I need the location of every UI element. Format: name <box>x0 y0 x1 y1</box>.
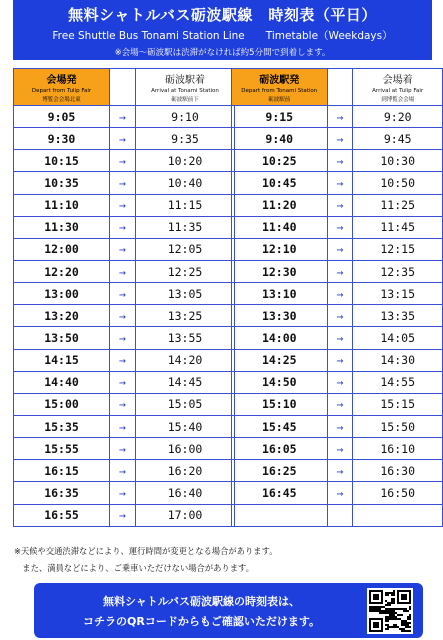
timetable-row <box>14 172 235 194</box>
timetable-row <box>232 371 443 393</box>
departure-time: 10:35 <box>14 172 110 194</box>
depart-label: 砺波駅発 <box>259 75 300 86</box>
departure-time: 9:15 <box>232 106 328 128</box>
arrival-time: 15:05 <box>136 393 235 415</box>
arrive-en-label: Arrival at Tulip Fair <box>372 88 424 94</box>
arrow-header <box>110 69 136 106</box>
arrive-label: 砺波駅着 <box>165 75 205 86</box>
arrow-icon: → <box>110 260 136 282</box>
arrival-time: 15:15 <box>353 393 443 415</box>
depart-en-label: Depart from Tulip Fair <box>31 88 92 94</box>
timetable-row <box>232 238 443 260</box>
timetable-row <box>14 415 235 437</box>
arrival-time: 12:15 <box>353 238 443 260</box>
timetable-row <box>232 216 443 238</box>
arrival-time: 14:05 <box>353 327 443 349</box>
arrow-icon: → <box>327 349 353 371</box>
arrival-time: 9:10 <box>136 106 235 128</box>
travel-time-note: ※会場〜砺波駅は渋滞がなければ約5分間で到着します。 <box>114 48 331 58</box>
timetable-row <box>232 393 443 415</box>
banner-line: 無料シャトルバス砺波駅線の時刻表は、 <box>102 595 300 608</box>
arrival-time: 13:55 <box>136 327 235 349</box>
departure-time: 11:40 <box>232 216 328 238</box>
timetable-row <box>14 283 235 305</box>
arrive-header <box>353 69 443 106</box>
departure-time: 9:30 <box>14 128 110 150</box>
arrow-icon: → <box>110 216 136 238</box>
timetable-row <box>232 172 443 194</box>
departure-time: 14:25 <box>232 349 328 371</box>
departure-time: 13:20 <box>14 305 110 327</box>
arrival-time: 16:10 <box>353 438 443 460</box>
arrow-icon: → <box>327 327 353 349</box>
page-subtitle: Free Shuttle Bus Tonami Station Line Timetable（Weekdays） <box>52 30 393 42</box>
timetable-row <box>232 305 443 327</box>
timetable-row <box>14 106 235 128</box>
arrive-place-label: 到博覧会会場 <box>381 97 415 103</box>
arrow-header <box>327 69 353 106</box>
timetable-row <box>232 415 443 437</box>
arrival-time: 9:20 <box>353 106 443 128</box>
banner-text <box>64 592 339 632</box>
departure-time: 14:40 <box>14 371 110 393</box>
arrow-icon: → <box>327 260 353 282</box>
departure-time: 12:30 <box>232 260 328 282</box>
departure-time: 15:55 <box>14 438 110 460</box>
timetable-row <box>14 305 235 327</box>
departure-time: 10:15 <box>14 150 110 172</box>
arrow-icon: → <box>110 482 136 504</box>
arrow-icon: → <box>110 460 136 482</box>
arrow-icon: → <box>327 415 353 437</box>
arrive-place-label: 砺波駅前下 <box>171 97 199 103</box>
timetable-row <box>232 150 443 172</box>
arrow-icon: → <box>327 216 353 238</box>
timetable-row <box>232 283 443 305</box>
departure-time: 16:55 <box>14 504 110 526</box>
arrow-icon: → <box>110 371 136 393</box>
depart-header <box>232 69 328 106</box>
departure-time: 12:20 <box>14 260 110 282</box>
note-line: ※天候や交通渋滞などにより、運行時間が変更となる場合があります。 <box>14 546 278 556</box>
timetable-row <box>232 194 443 216</box>
departure-time: 12:10 <box>232 238 328 260</box>
arrow-icon: → <box>327 305 353 327</box>
arrival-time: 12:25 <box>136 260 235 282</box>
qr-banner <box>34 583 423 638</box>
arrival-time: 15:50 <box>353 415 443 437</box>
timetable-row <box>14 393 235 415</box>
timetable-row <box>232 128 443 150</box>
departure-time: 13:00 <box>14 283 110 305</box>
arrow-icon: → <box>110 393 136 415</box>
depart-header <box>14 69 110 106</box>
departure-time: 16:25 <box>232 460 328 482</box>
arrow-icon: → <box>110 172 136 194</box>
departure-time: 12:00 <box>14 238 110 260</box>
arrow-icon: → <box>327 106 353 128</box>
arrow-icon: → <box>110 504 136 526</box>
note-line: また、満員などにより、ご乗車いただけない場合があります。 <box>14 563 254 573</box>
departure-time: 16:05 <box>232 438 328 460</box>
departure-time: 15:00 <box>14 393 110 415</box>
departure-time: 14:00 <box>232 327 328 349</box>
arrow-icon: → <box>110 283 136 305</box>
arrival-time: 16:40 <box>136 482 235 504</box>
timetable-row <box>232 349 443 371</box>
timetable-row <box>14 238 235 260</box>
arrow-icon: → <box>327 438 353 460</box>
arrive-label: 会場着 <box>382 75 413 86</box>
timetable-row <box>14 349 235 371</box>
departure-time: 15:10 <box>232 393 328 415</box>
arrival-time: 12:05 <box>136 238 235 260</box>
departure-time: 16:15 <box>14 460 110 482</box>
timetable-row <box>14 194 235 216</box>
arrow-icon: → <box>110 327 136 349</box>
arrival-time: 13:15 <box>353 283 443 305</box>
departure-time: 9:05 <box>14 106 110 128</box>
arrival-time: 10:50 <box>353 172 443 194</box>
timetable-row <box>232 438 443 460</box>
arrow-icon: → <box>110 349 136 371</box>
timetable-row <box>14 371 235 393</box>
timetable-row <box>232 327 443 349</box>
arrival-time: 11:15 <box>136 194 235 216</box>
timetable-row <box>14 128 235 150</box>
arrival-time: 16:00 <box>136 438 235 460</box>
timetable-row <box>14 438 235 460</box>
arrival-time: 10:40 <box>136 172 235 194</box>
station-to-venue-table <box>231 68 443 527</box>
arrow-icon: → <box>110 305 136 327</box>
arrival-time: 14:30 <box>353 349 443 371</box>
timetable-row <box>14 460 235 482</box>
arrival-time: 17:00 <box>136 504 235 526</box>
arrow-icon: → <box>327 128 353 150</box>
arrow-icon: → <box>110 128 136 150</box>
departure-time: 14:15 <box>14 349 110 371</box>
departure-time: 11:30 <box>14 216 110 238</box>
arrow-icon: → <box>110 106 136 128</box>
table-header-row <box>14 69 235 106</box>
arrival-time: 9:45 <box>353 128 443 150</box>
departure-time: 15:35 <box>14 415 110 437</box>
arrow-icon: → <box>110 194 136 216</box>
timetable-row <box>14 216 235 238</box>
arrow-icon: → <box>327 371 353 393</box>
departure-time: 15:45 <box>232 415 328 437</box>
table-header-row <box>232 69 443 106</box>
venue-to-station-table <box>13 68 235 527</box>
arrival-time: 13:35 <box>353 305 443 327</box>
timetable-row <box>232 504 443 526</box>
arrival-time: 10:30 <box>353 150 443 172</box>
timetable-row <box>232 460 443 482</box>
arrow-icon: → <box>327 194 353 216</box>
timetable-row <box>14 504 235 526</box>
timetable-row <box>14 327 235 349</box>
timetable-row <box>14 260 235 282</box>
arrow-icon: → <box>327 283 353 305</box>
arrival-time <box>353 504 443 526</box>
page-header <box>13 0 432 60</box>
timetable-row <box>232 106 443 128</box>
departure-time: 13:30 <box>232 305 328 327</box>
arrival-time: 13:05 <box>136 283 235 305</box>
arrow-icon <box>327 504 353 526</box>
departure-time: 14:50 <box>232 371 328 393</box>
banner-line: コチラのQRコードからもご確認いただけます。 <box>83 615 320 628</box>
departure-time: 13:10 <box>232 283 328 305</box>
arrival-time: 16:20 <box>136 460 235 482</box>
qr-code-icon[interactable] <box>367 588 413 634</box>
arrival-time: 11:25 <box>353 194 443 216</box>
departure-time: 10:45 <box>232 172 328 194</box>
arrow-icon: → <box>110 238 136 260</box>
arrival-time: 14:20 <box>136 349 235 371</box>
timetable-row <box>232 260 443 282</box>
arrival-time: 10:20 <box>136 150 235 172</box>
arrow-icon: → <box>327 393 353 415</box>
notes <box>14 543 278 577</box>
arrival-time: 16:30 <box>353 460 443 482</box>
depart-place-label: 砺波駅前 <box>268 97 291 103</box>
depart-en-label: Depart from Tonami Station <box>241 88 318 94</box>
departure-time: 16:45 <box>232 482 328 504</box>
arrival-time: 16:50 <box>353 482 443 504</box>
timetable-row <box>14 482 235 504</box>
departure-time: 11:10 <box>14 194 110 216</box>
departure-time: 16:35 <box>14 482 110 504</box>
depart-place-label: 博覧会会場北東 <box>42 97 81 103</box>
arrow-icon: → <box>110 415 136 437</box>
arrival-time: 11:45 <box>353 216 443 238</box>
timetable-row <box>232 482 443 504</box>
arrive-header <box>136 69 235 106</box>
departure-time: 10:25 <box>232 150 328 172</box>
arrive-en-label: Arrival at Tonami Station <box>151 88 219 94</box>
arrival-time: 11:35 <box>136 216 235 238</box>
arrow-icon: → <box>327 172 353 194</box>
arrow-icon: → <box>327 482 353 504</box>
depart-label: 会場発 <box>46 75 77 86</box>
arrival-time: 13:25 <box>136 305 235 327</box>
arrival-time: 14:45 <box>136 371 235 393</box>
arrow-icon: → <box>327 238 353 260</box>
arrow-icon: → <box>110 438 136 460</box>
arrow-icon: → <box>327 460 353 482</box>
page-title: 無料シャトルバス砺波駅線 時刻表（平日） <box>68 6 377 24</box>
departure-time <box>232 504 328 526</box>
arrow-icon: → <box>327 150 353 172</box>
arrival-time: 15:40 <box>136 415 235 437</box>
departure-time: 9:40 <box>232 128 328 150</box>
departure-time: 13:50 <box>14 327 110 349</box>
arrow-icon: → <box>110 150 136 172</box>
arrival-time: 14:55 <box>353 371 443 393</box>
timetable-row <box>14 150 235 172</box>
arrival-time: 9:35 <box>136 128 235 150</box>
departure-time: 11:20 <box>232 194 328 216</box>
arrival-time: 12:35 <box>353 260 443 282</box>
